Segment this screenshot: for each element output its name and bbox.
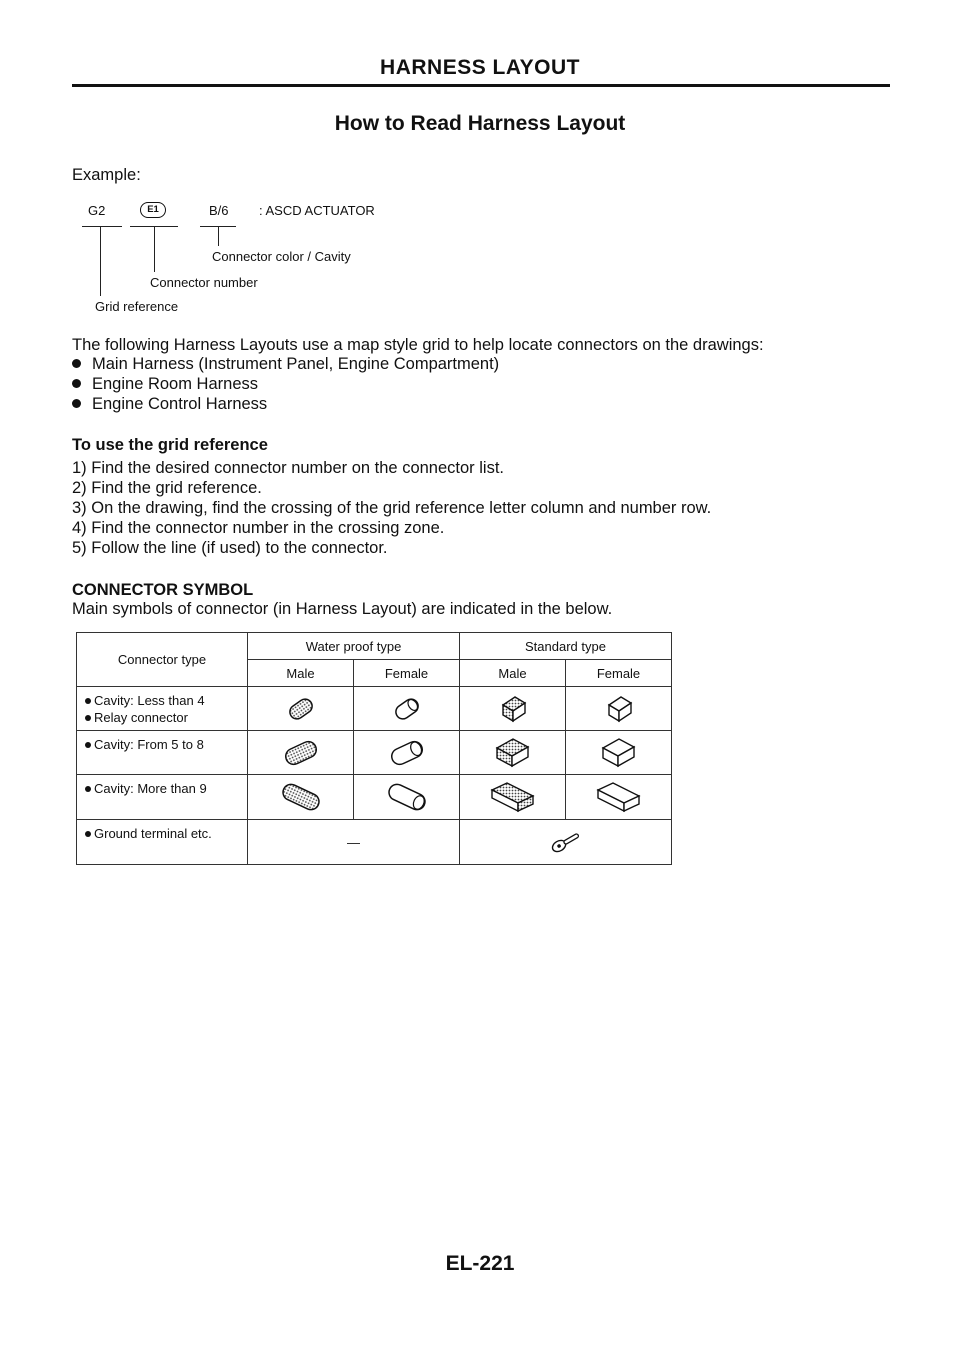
standard-male-small-icon: [493, 693, 533, 725]
type-text: Relay connector: [94, 710, 188, 725]
example-label: Example:: [72, 166, 141, 184]
label-connector-number: Connector number: [150, 275, 258, 290]
section-title: How to Read Harness Layout: [334, 112, 626, 135]
grid-heading: To use the grid reference: [72, 436, 268, 454]
grid-leader: [100, 226, 101, 296]
symbol-cell: [460, 687, 566, 731]
header-male: Male: [248, 660, 354, 687]
symbol-cell: [460, 820, 672, 865]
standard-female-medium-icon: [596, 736, 642, 770]
bullet-icon: [85, 831, 91, 837]
table-row: [77, 687, 672, 731]
symbol-cell: [248, 731, 354, 775]
symbol-cell: [460, 775, 566, 820]
symbol-cell: [566, 775, 672, 820]
list-item: [72, 394, 499, 414]
header-title: HARNESS LAYOUT: [380, 56, 580, 79]
type-cell: [77, 731, 248, 775]
dash-cell: —: [248, 820, 460, 865]
waterproof-male-small-icon: [281, 694, 321, 724]
symbol-heading: CONNECTOR SYMBOL: [72, 581, 254, 599]
list-item: [72, 374, 499, 394]
step-item: 3) On the drawing, find the crossing of the grid reference letter column and number row.: [72, 499, 712, 517]
label-grid-reference: Grid reference: [95, 299, 179, 314]
waterproof-female-large-icon: [382, 780, 432, 814]
list-item-text: Engine Room Harness: [92, 375, 258, 393]
table-row: [77, 731, 672, 775]
header-connector-type: Connector type: [77, 633, 248, 687]
standard-female-large-icon: [593, 780, 645, 814]
example-connector-name: : ASCD ACTUATOR: [259, 203, 375, 218]
list-item-text: Main Harness (Instrument Panel, Engine Compartment): [92, 355, 500, 373]
header-female: Female: [354, 660, 460, 687]
bullet-icon: [85, 742, 91, 748]
bullet-icon: [85, 698, 91, 704]
type-cell: [77, 775, 248, 820]
header-female: Female: [566, 660, 672, 687]
bullet-icon: [85, 786, 91, 792]
grid-underline: [82, 226, 122, 227]
header-rule: [72, 84, 890, 87]
connector-leader: [154, 226, 155, 272]
type-cell: [77, 687, 248, 731]
example-connector-number: E1: [147, 204, 159, 215]
bullet-icon: [72, 359, 81, 368]
page-number: EL-221: [445, 1252, 515, 1275]
harness-list: [72, 354, 499, 414]
waterproof-male-large-icon: [276, 780, 326, 814]
connector-symbol-table: [76, 632, 672, 865]
list-item-text: Engine Control Harness: [92, 395, 268, 413]
bullet-icon: [72, 399, 81, 408]
step-item: 4) Find the connector number in the crossing zone.: [72, 519, 445, 537]
symbol-cell: [354, 687, 460, 731]
symbol-cell: [248, 687, 354, 731]
type-cell: [77, 820, 248, 865]
example-color-cavity: B/6: [209, 203, 229, 218]
standard-male-large-icon: [487, 780, 539, 814]
symbol-cell: [354, 731, 460, 775]
bullet-icon: [85, 715, 91, 721]
symbol-cell: [566, 731, 672, 775]
type-text: Cavity: More than 9: [94, 781, 207, 796]
step-item: 5) Follow the line (if used) to the connector.: [72, 539, 388, 557]
symbol-cell: [460, 731, 566, 775]
header-water-proof: Water proof type: [248, 633, 460, 660]
header-standard: Standard type: [460, 633, 672, 660]
steps-list: [72, 458, 711, 558]
header-male: Male: [460, 660, 566, 687]
waterproof-female-small-icon: [387, 694, 427, 724]
example-diagram: [72, 195, 572, 320]
type-text: Cavity: Less than 4: [94, 693, 205, 708]
standard-female-small-icon: [599, 693, 639, 725]
type-text: Cavity: From 5 to 8: [94, 737, 204, 752]
example-connector-symbol: [140, 202, 166, 218]
symbol-cell: [248, 775, 354, 820]
example-grid: G2: [88, 203, 106, 218]
bullet-icon: [72, 379, 81, 388]
waterproof-male-medium-icon: [278, 737, 324, 769]
symbol-cell: [354, 775, 460, 820]
standard-male-medium-icon: [490, 736, 536, 770]
label-color-cavity: Connector color / Cavity: [212, 249, 351, 264]
symbol-cell: [566, 687, 672, 731]
step-item: 2) Find the grid reference.: [72, 479, 262, 497]
waterproof-female-medium-icon: [384, 737, 430, 769]
ground-terminal-icon: [546, 829, 586, 855]
list-item: [72, 354, 499, 374]
type-text: Ground terminal etc.: [94, 826, 212, 841]
table-row: [77, 820, 672, 865]
table-row: [77, 775, 672, 820]
symbol-intro: Main symbols of connector (in Harness Layout) are indicated in the below.: [72, 600, 613, 618]
color-leader: [218, 226, 219, 246]
step-item: 1) Find the desired connector number on the connector list.: [72, 459, 504, 477]
intro-text: The following Harness Layouts use a map style grid to help locate connectors on the drawings:: [72, 336, 764, 354]
